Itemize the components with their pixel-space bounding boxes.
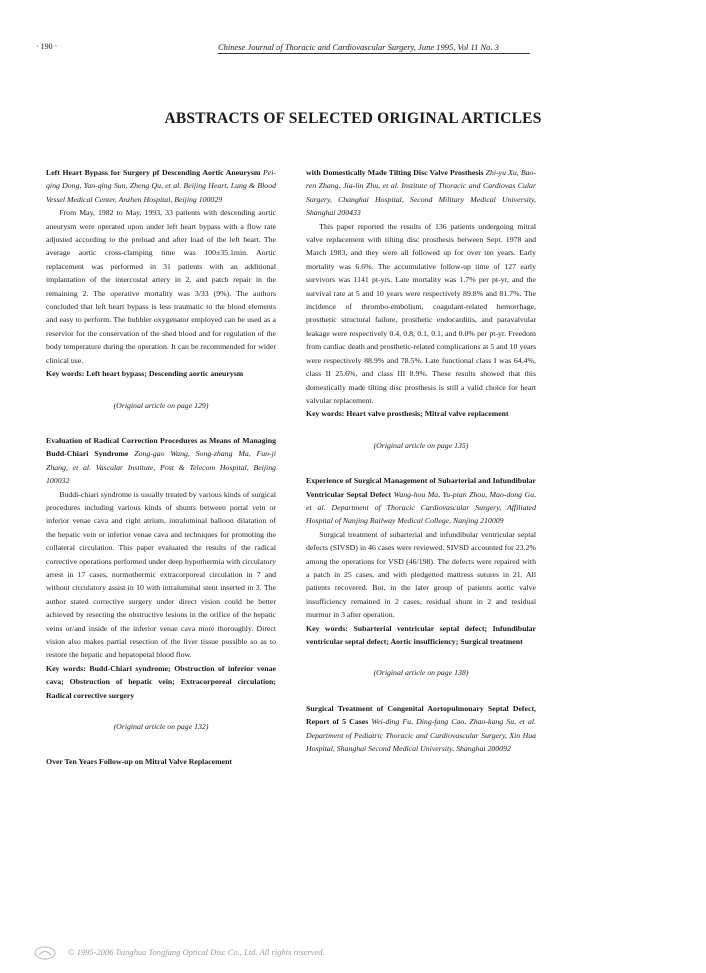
article-abstract: From May, 1982 to May, 1993, 33 patients with descending aortic aneurysm were operated upon under left heart bypass with a flow rate adjusted according to the preload and after load of the left heart. The average aortic cross-clamping time was 100±35.1min. Aortic replacement was performed in 31 patients with an additional implantation of the intercostal artery in 2, and patch repair in the remaining 2. The operative mortality was 3/33 (9%). The authors concluded that left heart bypass is less traumatic to the blood elements and easy to perform. The bubbler oxygenator employed can be used as a reservior for the conservation of the shed blood and for regulation of the body temperature during the operation. It can be recommended for wider clinical use. [46, 208, 276, 365]
article-title-start: Over Ten Years Follow-up on Mitral Valve Replacement [46, 757, 233, 767]
article-keywords: Key words: Heart valve prosthesis; Mitral valve replacement [306, 409, 509, 419]
article-title: Surgical Treatment of Congenital Aortopulmonary Septal Defect, Report of 5 Cases [306, 703, 536, 727]
article-abstract: This paper reported the results of 136 patients undergoing mitral valve replacement with tilting disc prosthesis between Sept. 1978 and March 1983, and they were all followed up for over ten years. Early mortality was 6.6%. The accumulative follow-up time of 127 early survivors was 1141 pt-yrs. Late mortality was 1.7% per pt-yr, and the survival rate at 5 and 10 years were respectively 89.8% and 81.7%. The incidence of thrombo-embolism, coagulant-related hemorrhage, prosthetic structural failure, prosthetic endocarditis, and paravalvular leakage were respectively 0.4, 0.8, 0.1, 0.1, and 0.0% per pt-yr. Freedom from cardiac death and prosthetic-related complications at 5 and 10 years were respectively 88.9% and 78.5%. Late functional class I was 64.4%, class II 25.6%, and class III 8.9%. These results showed that this domestically made tilting disc prosthesis is still a valid choice for heart valvular replacement. [306, 221, 536, 405]
article-authors: Zhi-yu Xu, Bao-ren Zhang, Jia-lin Zhu, et al. Institute of Thoracic and Cardiovas Cular Surgery, Changhai Hospital, Second Military Medical University, Shanghai 200433 [306, 168, 536, 218]
article-abstract: Surgical treatment of subarterial and infundibular ventricular septal defects (SIVSD) in 46 cases were reviewed. SIVSD accounted for 23.2% among the operations for VSD (46/198). The defects were repaired with a patch in 25 cases, and with pledgetted mattress sutures in 21. All patients recovered. But, in the later group of patients aortic valve insufficiency remained in 2 cases, residual shunt in 2 and residual murmur in 3 after operation. [306, 529, 536, 620]
article-authors: Pei-qing Dong, Yan-qing Sun, Zheng Qu, et al. Beijing Heart, Lung & Blood Vessel Medical Center, Anzhen Hospital, Beijing 100029 [46, 168, 276, 204]
page-number: · 190 · [36, 42, 58, 51]
article-keywords: Key words: Subarterial ventricular septal defect; Infundibular ventricular septal defect; Aortic insufficiency; Surgical treatment [306, 623, 536, 646]
original-article-ref: (Original article on page 132) [113, 722, 209, 732]
header-rule [218, 53, 530, 54]
article-heading [46, 166, 276, 206]
original-article-ref: (Original article on page 135) [373, 440, 469, 450]
article-title: Experience of Surgical Management of Subarterial and Infundibular Ventricular Septal Defect [306, 476, 536, 499]
right-column [306, 166, 536, 755]
copyright-footer [34, 946, 325, 960]
article-heading [306, 166, 536, 220]
page-title: ABSTRACTS OF SELECTED ORIGINAL ARTICLES [164, 110, 542, 127]
article-title: Evaluation of Radical Correction Procedures as Means of Managing Budd-Chiari Syndrome [46, 435, 276, 459]
article-authors: Wang-hou Ma, Yu-pian Zhou, Mao-dong Gu, et al. Department of Thoracic Cardiovascular Surgery, Affiliated Hospital of Nanjing Railway Medical College, Nanjing 210009 [306, 489, 536, 526]
article-heading [46, 434, 276, 488]
copyright-text: © 1995-2006 Tsinghua Tongfang Optical Disc Co., Ltd. All rights reserved. [68, 946, 325, 957]
article-authors: Zong-gao Wang, Song-zhang Ma, Fun-ji Zhang, et al. Vascular Institute, Post & Telecom Hospital, Beijing 100032 [46, 449, 276, 486]
original-article-ref: (Original article on page 129) [113, 400, 209, 410]
cnki-logo-icon [34, 946, 56, 960]
article-authors: Wei-ding Fu, Ding-fang Cao, Zhao-kang Su, et al. Department of Pediatric Thoracic and Cardiovascular Surgery, Xin Hua Hospital, Shanghai Second Medical University, Shanghai 200092 [306, 717, 536, 754]
article-heading [306, 474, 536, 528]
left-column [46, 166, 276, 769]
article-title: Left Heart Bypass for Surgery pf Descending Aortic Aneurysm [46, 168, 261, 177]
running-head: Chinese Journal of Thoracic and Cardiovascular Surgery, June 1995, Vol 11 No. 3 [218, 42, 499, 52]
article-title-continued: with Domestically Made Tilting Disc Valve Prosthesis [306, 168, 484, 177]
article-heading [306, 702, 536, 756]
article-keywords: Key words: Budd-Chiari syndrome; Obstruction of inferior venae cava; Obstruction of hepatic vein; Extracorporeal circulation; Radical corrective surgery [46, 663, 276, 700]
original-article-ref: (Original article on page 138) [373, 668, 469, 678]
article-keywords: Key words: Left heart bypass; Descending aortic aneurysm [46, 369, 244, 379]
article-abstract: Buddi-chiari syndrome is usually treated by various kinds of surgical procedures including various kinds of shunts between portal vein or inferior venae cava and right atrium, intraluminal balloon dilatation of the hepatic vein or inferior venae cava and techniques for promoting the collateral circulation. This paper evaluated the results of the radical corrective operations performed under deep hypothermia with circulatory arrest in 17 cases, normothermic extracorporeal circulation in 7 and without circulatory assist in 10 with intraluminal stent inserted in 3. The author stated corrective surgery under direct vision could be better achieved by resecting the obstructive lesions in the orifice of the hepatic veins or/and inside of the inferior venae cava more thoroughly. Direct vision also makes partial resection of the liver tissue possible so as to restore the hepatic and hepatopetal blood flow. [46, 489, 276, 660]
